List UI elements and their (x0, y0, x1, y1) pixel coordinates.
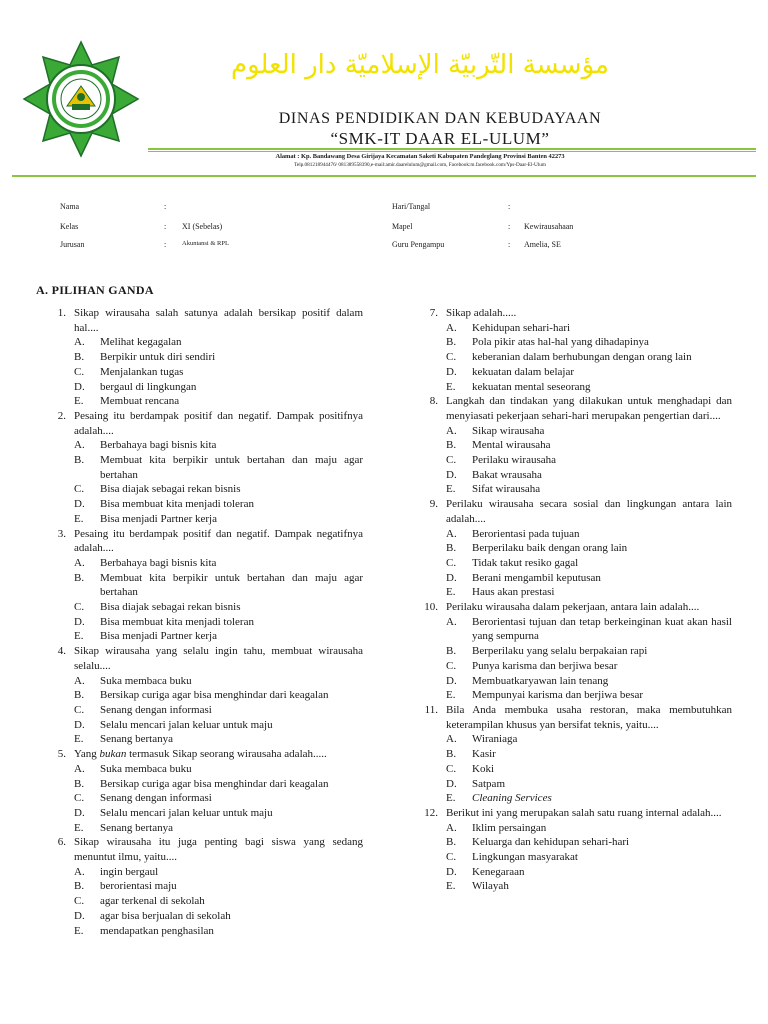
question-number: 10. (424, 601, 438, 614)
option-2e (74, 512, 363, 527)
option-11e (446, 791, 732, 806)
option-8c (446, 453, 732, 468)
question-text: Pesaing itu berdampak positif dan negatif. Dampak positifnya adalah.... (74, 409, 363, 437)
question-4 (48, 644, 363, 673)
guru-separator: : (508, 240, 511, 249)
option-text: Selalu mencari jalan keluar untuk maju (100, 718, 273, 731)
header-divider-thin (148, 151, 756, 152)
option-label: A. (74, 336, 85, 349)
option-5e (74, 821, 363, 836)
option-text: Bersikap curiga agar bisa menghindar dari keagalan (100, 777, 329, 790)
option-9d (446, 571, 732, 586)
option-text: Berani mengambil keputusan (472, 571, 601, 584)
question-text: Sikap wirausaha itu juga penting bagi siswa yang sedang menuntut ilmu, yaitu.... (74, 836, 363, 864)
option-label: D. (74, 718, 85, 731)
option-text: Satpam (472, 777, 505, 790)
option-3b (74, 571, 363, 600)
option-10c (446, 659, 732, 674)
option-2d (74, 497, 363, 512)
kelas-value: XI (Sebelas) (182, 222, 223, 231)
hari-label: Hari/Tangal (392, 202, 431, 211)
foundation-logo (22, 40, 140, 158)
option-label: D. (446, 674, 457, 687)
option-text: Keluarga dan kehidupan sehari-hari (472, 836, 630, 849)
option-6c (74, 894, 363, 909)
option-label: D. (446, 468, 457, 481)
option-3a (74, 556, 363, 571)
option-label: B. (446, 645, 457, 658)
option-label: B. (446, 748, 457, 761)
option-label: D. (74, 498, 85, 511)
option-text: Bakat wrausaha (472, 468, 542, 481)
question-number: 8. (429, 395, 438, 408)
option-8d (446, 468, 732, 483)
option-label: C. (446, 659, 457, 672)
option-7e (446, 380, 732, 395)
option-label: D. (74, 380, 85, 393)
option-text: agar terkenal di sekolah (100, 895, 205, 908)
option-2b (74, 453, 363, 482)
option-9b (446, 541, 732, 556)
option-2c (74, 482, 363, 497)
question-column-left (48, 306, 363, 938)
option-9c (446, 556, 732, 571)
option-text: Perilaku wirausaha (472, 454, 556, 467)
option-text: Bisa membuat kita menjadi toleran (100, 498, 254, 511)
option-11a (446, 732, 732, 747)
option-label: A. (74, 865, 85, 878)
question-text: Perilaku wirausaha dalam pekerjaan, antara lain adalah.... (446, 601, 700, 614)
option-8b (446, 438, 732, 453)
option-text: Haus akan prestasi (472, 586, 555, 599)
option-4e (74, 732, 363, 747)
option-text: Bisa menjadi Partner kerja (100, 630, 217, 643)
option-4b (74, 688, 363, 703)
option-text: Senang bertanya (100, 733, 173, 746)
option-label: C. (446, 351, 457, 364)
option-12d (446, 865, 732, 880)
jurusan-value: Akuntansi & RPL (182, 240, 229, 247)
section-title: A. PILIHAN GANDA (36, 283, 154, 297)
question-3 (48, 527, 363, 556)
school-contact: Telp.081218944476/ 081389558390,e-mail:amir.daarelulum@gmail.com, Facebook:m.facebook.com/Yps-Daar-El-Ulum (294, 162, 546, 168)
option-text: Berperilaku yang selalu berpakaian rapi (472, 645, 648, 658)
option-text: Cleaning Services (472, 792, 552, 805)
option-label: C. (74, 792, 85, 805)
question-10 (420, 600, 732, 615)
option-text: Membuat kita berpikir untuk bertahan dan maju agar bertahan (100, 571, 363, 599)
option-label: D. (74, 615, 85, 628)
option-5a (74, 762, 363, 777)
option-label: C. (74, 483, 85, 496)
option-7b (446, 335, 732, 350)
option-2a (74, 438, 363, 453)
question-text: Pesaing itu berdampak positif dan negatif. Dampak negatifnya adalah.... (74, 527, 363, 555)
option-text: agar bisa berjualan di sekolah (100, 909, 231, 922)
option-7c (446, 350, 732, 365)
option-text: Berperilaku baik dengan orang lain (472, 542, 628, 555)
option-1d (74, 380, 363, 395)
option-label: D. (74, 909, 85, 922)
option-text: Berpikir untuk diri sendiri (100, 351, 216, 364)
option-9e (446, 585, 732, 600)
option-label: A. (446, 733, 457, 746)
option-text: Bisa membuat kita menjadi toleran (100, 615, 254, 628)
question-text (74, 747, 363, 762)
question-text: Langkah dan tindakan yang dilakukan untuk menghadapi dan menyiasati pekerjaan sehari-hari merupakan pengertian dari.... (446, 395, 732, 422)
option-text: Tidak takut resiko gagal (472, 556, 579, 569)
option-1b (74, 350, 363, 365)
option-label: A. (74, 439, 85, 452)
option-text: berorientasi maju (100, 880, 177, 893)
option-label: D. (446, 571, 457, 584)
question-text: Bila Anda membuka usaha restoran, maka membutuhkan keterampilan khusus yan bersifat teknis, yaitu.... (446, 703, 732, 731)
option-8e (446, 482, 732, 497)
option-10e (446, 688, 732, 703)
question-column-right (420, 306, 732, 894)
question-number: 2. (57, 409, 66, 422)
option-5d (74, 806, 363, 821)
option-label: A. (446, 527, 457, 540)
option-label: C. (446, 454, 457, 467)
mapel-separator: : (508, 222, 511, 231)
option-4a (74, 674, 363, 689)
question-number: 4. (57, 645, 66, 658)
option-label: B. (446, 336, 457, 349)
option-label: E. (74, 924, 84, 937)
option-text: Senang dengan informasi (100, 703, 212, 716)
option-3d (74, 615, 363, 630)
option-5b (74, 777, 363, 792)
option-11c (446, 762, 732, 777)
option-text: Senang bertanya (100, 821, 173, 834)
question-number: 5. (57, 748, 66, 761)
question-text-emphasis: bukan (99, 748, 127, 761)
option-text: keberanian dalam berhubungan dengan orang lain (472, 351, 692, 364)
option-text: Bersikap curiga agar bisa menghindar dari keagalan (100, 689, 329, 702)
option-11d (446, 777, 732, 792)
question-11 (420, 703, 732, 732)
option-text: Bisa diajak sebagai rekan bisnis (100, 601, 241, 614)
option-7a (446, 321, 732, 336)
option-7d (446, 365, 732, 380)
question-number: 9. (429, 498, 438, 511)
option-label: D. (446, 777, 457, 790)
option-text: Berorientasi tujuan dan tetap berkeinginan kuat akan hasil yang sempurna (472, 615, 732, 643)
guru-value: Amelia, SE (524, 240, 561, 249)
option-label: C. (74, 601, 85, 614)
option-10a (446, 615, 732, 644)
option-4c (74, 703, 363, 718)
option-label: A. (74, 674, 85, 687)
question-number: 12. (424, 806, 438, 819)
option-1a (74, 335, 363, 350)
option-text: Kenegaraan (472, 865, 525, 878)
question-text: Perilaku wirausaha secara sosial dan lingkungan antara lain adalah.... (446, 498, 732, 525)
option-1c (74, 365, 363, 380)
option-label: B. (74, 351, 85, 364)
option-4d (74, 718, 363, 733)
option-text: Menjalankan tugas (100, 365, 184, 378)
option-label: A. (446, 821, 457, 834)
option-label: E. (446, 880, 456, 893)
option-text: kekuatan dalam belajar (472, 365, 575, 378)
department-title: DINAS PENDIDIKAN DAN KEBUDAYAAN (278, 110, 602, 127)
option-label: B. (74, 454, 85, 467)
option-label: E. (446, 586, 456, 599)
option-6d (74, 909, 363, 924)
option-text: Berbahaya bagi bisnis kita (100, 439, 217, 452)
question-9 (420, 497, 732, 526)
question-text-start: Yang (74, 748, 100, 761)
option-text: Membuat kita berpikir untuk bertahan dan maju agar bertahan (100, 454, 363, 481)
option-text: kekuatan mental seseorang (472, 380, 591, 393)
option-11b (446, 747, 732, 762)
jurusan-separator: : (164, 240, 167, 249)
option-6e (74, 924, 363, 939)
option-8a (446, 424, 732, 439)
hari-separator: : (508, 202, 511, 211)
question-text-end: termasuk Sikap seorang wirausaha adalah..... (126, 748, 327, 761)
option-label: B. (446, 542, 457, 555)
option-text: Selalu mencari jalan keluar untuk maju (100, 806, 273, 819)
option-text: Iklim persaingan (472, 821, 547, 834)
letterhead-divider (12, 175, 756, 177)
option-label: C. (446, 556, 457, 569)
option-label: E. (446, 689, 456, 702)
option-text: Koki (472, 762, 494, 775)
option-label: D. (74, 806, 85, 819)
option-label: A. (74, 762, 85, 775)
option-10b (446, 644, 732, 659)
option-label: D. (446, 865, 457, 878)
option-12c (446, 850, 732, 865)
option-label: E. (74, 512, 84, 525)
question-text: Sikap wirausaha yang selalu ingin tahu, membuat wirausaha selalu.... (74, 645, 363, 672)
option-label: E. (74, 821, 84, 834)
kelas-separator: : (164, 222, 167, 231)
option-label: E. (446, 792, 456, 805)
question-number: 3. (57, 527, 66, 540)
star-emblem-icon (22, 40, 140, 158)
option-label: D. (446, 365, 457, 378)
option-5c (74, 791, 363, 806)
option-text: Kehidupan sehari-hari (472, 321, 571, 334)
jurusan-label: Jurusan (60, 240, 85, 249)
mapel-label: Mapel (392, 222, 413, 231)
option-label: E. (74, 733, 84, 746)
option-label: B. (74, 571, 85, 584)
option-text: Sifat wirausaha (472, 483, 541, 496)
arabic-foundation-title: مؤسسة التّربيّة الإسلاميّة دار العلوم (231, 50, 609, 80)
option-label: E. (446, 483, 456, 496)
question-1 (48, 306, 363, 335)
option-text: Bisa diajak sebagai rekan bisnis (100, 483, 241, 496)
option-text: Melihat kegagalan (100, 336, 182, 349)
option-text: bergaul di lingkungan (100, 380, 197, 393)
option-6a (74, 865, 363, 880)
school-address: Alamat : Kp. Bandawang Desa Girijaya Kecamatan Saketi Kabupaten Pandeglang Provinsi Banten 42273 (275, 153, 565, 160)
question-6 (48, 835, 363, 864)
option-text: Sikap wirausaha (472, 424, 545, 437)
option-3c (74, 600, 363, 615)
question-text: Sikap wirausaha salah satunya adalah bersikap positif dalam hal.... (74, 307, 363, 334)
option-12b (446, 835, 732, 850)
question-text: Berikut ini yang merupakan salah satu ruang internal adalah.... (446, 806, 722, 819)
option-label: A. (446, 424, 457, 437)
option-text: Pola pikir atas hal-hal yang dihadapinya (472, 336, 649, 349)
question-8 (420, 394, 732, 423)
option-text: Suka membaca buku (100, 762, 192, 775)
option-label: C. (74, 895, 85, 908)
option-text: Berbahaya bagi bisnis kita (100, 556, 217, 569)
option-text: Punya karisma dan berjiwa besar (472, 659, 618, 672)
option-text: Senang dengan informasi (100, 792, 212, 805)
option-9a (446, 527, 732, 542)
option-text: Wiraniaga (472, 733, 518, 746)
question-number: 6. (57, 836, 66, 849)
option-label: C. (446, 762, 457, 775)
option-label: B. (446, 439, 457, 452)
option-label: A. (74, 556, 85, 569)
option-text: Mempunyai karisma dan berjiwa besar (472, 689, 644, 702)
option-text: Bisa menjadi Partner kerja (100, 512, 217, 525)
option-label: B. (74, 880, 85, 893)
mapel-value: Kewirausahaan (524, 222, 574, 231)
option-6b (74, 879, 363, 894)
option-text: Lingkungan masyarakat (472, 851, 578, 864)
option-text: Membuat rencana (100, 395, 180, 408)
header-divider (148, 148, 756, 150)
option-label: C. (446, 851, 457, 864)
question-number: 11. (424, 703, 438, 716)
option-text: Wilayah (472, 880, 509, 893)
question-2 (48, 409, 363, 438)
option-text: Kasir (472, 748, 496, 761)
option-3e (74, 629, 363, 644)
option-text: mendapatkan penghasilan (100, 924, 214, 937)
option-text: Suka membaca buku (100, 674, 192, 687)
school-name: “SMK-IT DAAR EL-ULUM” (330, 129, 550, 148)
guru-label: Guru Pengampu (392, 240, 445, 249)
option-12a (446, 821, 732, 836)
nama-label: Nama (60, 202, 80, 211)
option-text: Berorientasi pada tujuan (472, 527, 580, 540)
question-number: 7. (429, 307, 438, 319)
option-label: B. (74, 689, 85, 702)
option-label: E. (74, 395, 84, 408)
nama-separator: : (164, 202, 167, 211)
option-text: Membuatkaryawan lain tenang (472, 674, 609, 687)
option-1e (74, 394, 363, 409)
option-label: A. (446, 321, 457, 334)
option-12e (446, 879, 732, 894)
question-7 (420, 306, 732, 321)
option-label: C. (74, 365, 85, 378)
question-text: Sikap adalah..... (446, 307, 517, 319)
option-label: E. (74, 630, 84, 643)
option-label: E. (446, 380, 456, 393)
option-label: B. (74, 777, 85, 790)
option-text: Mental wirausaha (472, 439, 551, 452)
question-12 (420, 806, 732, 821)
option-10d (446, 674, 732, 689)
option-label: A. (446, 615, 457, 628)
option-text: ingin bergaul (100, 865, 159, 878)
question-5 (48, 747, 363, 762)
question-number: 1. (57, 307, 66, 319)
option-label: C. (74, 703, 85, 716)
option-label: B. (446, 836, 457, 849)
kelas-label: Kelas (60, 222, 79, 231)
